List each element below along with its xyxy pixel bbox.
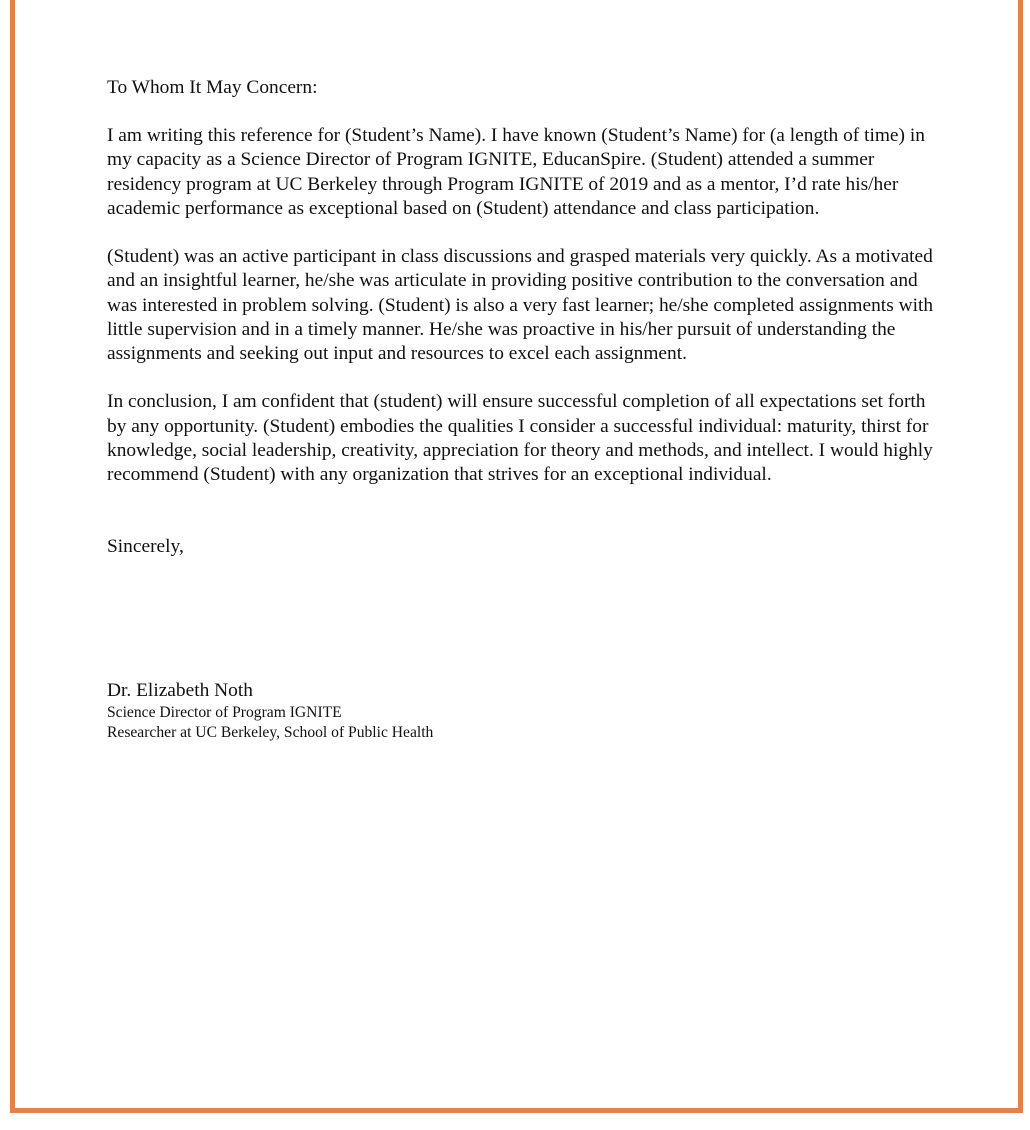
paragraph-qualities: (Student) was an active participant in class discussions and grasped materials very quickly. As a motivated and an insightful learner, he/she was articulate in providing positive contribution to the conversation and was interested in problem solving. (Student) is also a very fast learner; he/she completed assignments with little supervision and in a timely manner. He/she was proactive in his/her pursuit of understanding the assignments and seeking out input and resources to excel each assignment. [107,246,934,365]
closing: Sincerely, [107,536,184,558]
signer-affiliation: Researcher at UC Berkeley, School of Public Health [107,724,434,742]
letter-body [107,76,937,743]
paragraph-introduction: I am writing this reference for (Student’s Name). I have known (Student’s Name) for (a length of time) in my capacity as a Science Director of Program IGNITE, EducanSpire. (Student) attended a summer residency program at UC Berkeley through Program IGNITE of 2019 and as a mentor, I’d rate his/her academic performance as exceptional based on (Student) attendance and class participation. [107,125,925,219]
salutation: To Whom It May Concern: [107,77,318,98]
paragraph-conclusion: In conclusion, I am confident that (student) will ensure successful completion of all expectations set forth by any opportunity. (Student) embodies the qualities I consider a successful individual: maturity, thirst for knowledge, social leadership, creativity, appreciation for theory and methods, and intellect. I would highly recommend (Student) with any organization that strives for an exceptional individual. [107,391,933,486]
signer-title: Science Director of Program IGNITE [107,704,342,722]
signature-block [107,679,937,743]
signer-name: Dr. Elizabeth Noth [107,680,253,702]
